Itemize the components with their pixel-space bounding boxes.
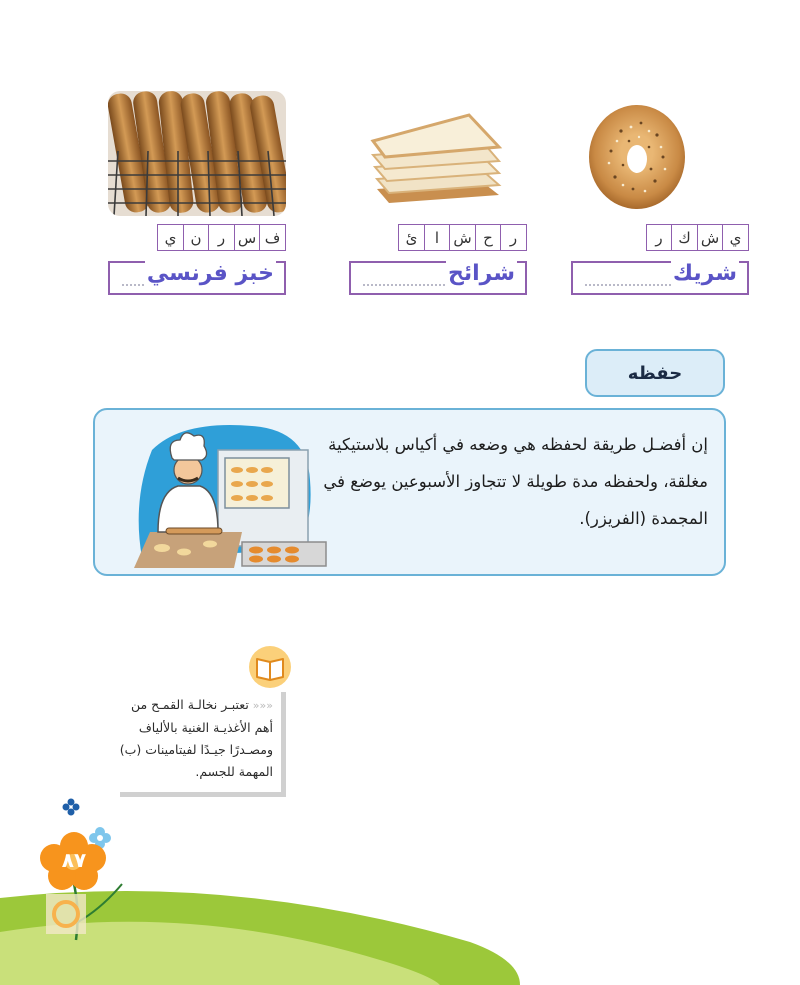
- sesame-bagel-image: [571, 91, 749, 216]
- answer-word: خبز فرنسي: [146, 261, 274, 286]
- page-number: ٨٧: [61, 848, 87, 872]
- answer-word: شرائح: [448, 261, 515, 286]
- fact-note: [120, 692, 286, 797]
- letter-box: ي: [157, 224, 184, 251]
- letter-box: ف: [259, 224, 286, 251]
- letter-box: ش: [697, 224, 724, 251]
- french-bread-image: [108, 91, 286, 216]
- letter-box: س: [234, 224, 261, 251]
- answer-word: شريك: [672, 261, 737, 286]
- letter-boxes: [159, 224, 287, 251]
- info-box: [93, 408, 726, 576]
- info-text: إن أفضـل طريقة لحفظه هي وضعه في أكياس بلاستيكية مغلقة، ولحفظه مدة طويلة لا تتجاوز الأسبوعين يوضع في المجمدة (الفريزر).: [323, 435, 708, 528]
- letter-box: ك: [671, 224, 698, 251]
- letter-box: ح: [475, 224, 502, 251]
- open-book-icon: [248, 645, 292, 689]
- letter-box: ر: [646, 224, 673, 251]
- letter-boxes: [647, 224, 749, 251]
- small-blue-flower-icon: [62, 798, 80, 816]
- section-title: حفظه: [585, 349, 725, 397]
- letter-boxes: [400, 224, 528, 251]
- letter-box: ي: [722, 224, 749, 251]
- note-marker: «««: [252, 699, 273, 712]
- letter-box: ئ: [398, 224, 425, 251]
- letter-box: ر: [500, 224, 527, 251]
- letter-box: ر: [208, 224, 235, 251]
- bread-slices-image: [349, 91, 527, 216]
- answer-field[interactable]: [108, 261, 286, 295]
- answer-field[interactable]: [349, 261, 527, 295]
- letter-box: ا: [424, 224, 451, 251]
- answer-field[interactable]: [571, 261, 749, 295]
- chef-baking-illustration: [122, 420, 332, 572]
- letter-box: ش: [449, 224, 476, 251]
- fact-note-text: [115, 694, 273, 783]
- note-body: تعتبـر نخالـة القمـح من أهم الأغذيـة الغنية بالألياف ومصـدرًا جيـدًا لفيتامينات (ب) المهمة للجسم.: [119, 697, 273, 779]
- letter-box: ن: [183, 224, 210, 251]
